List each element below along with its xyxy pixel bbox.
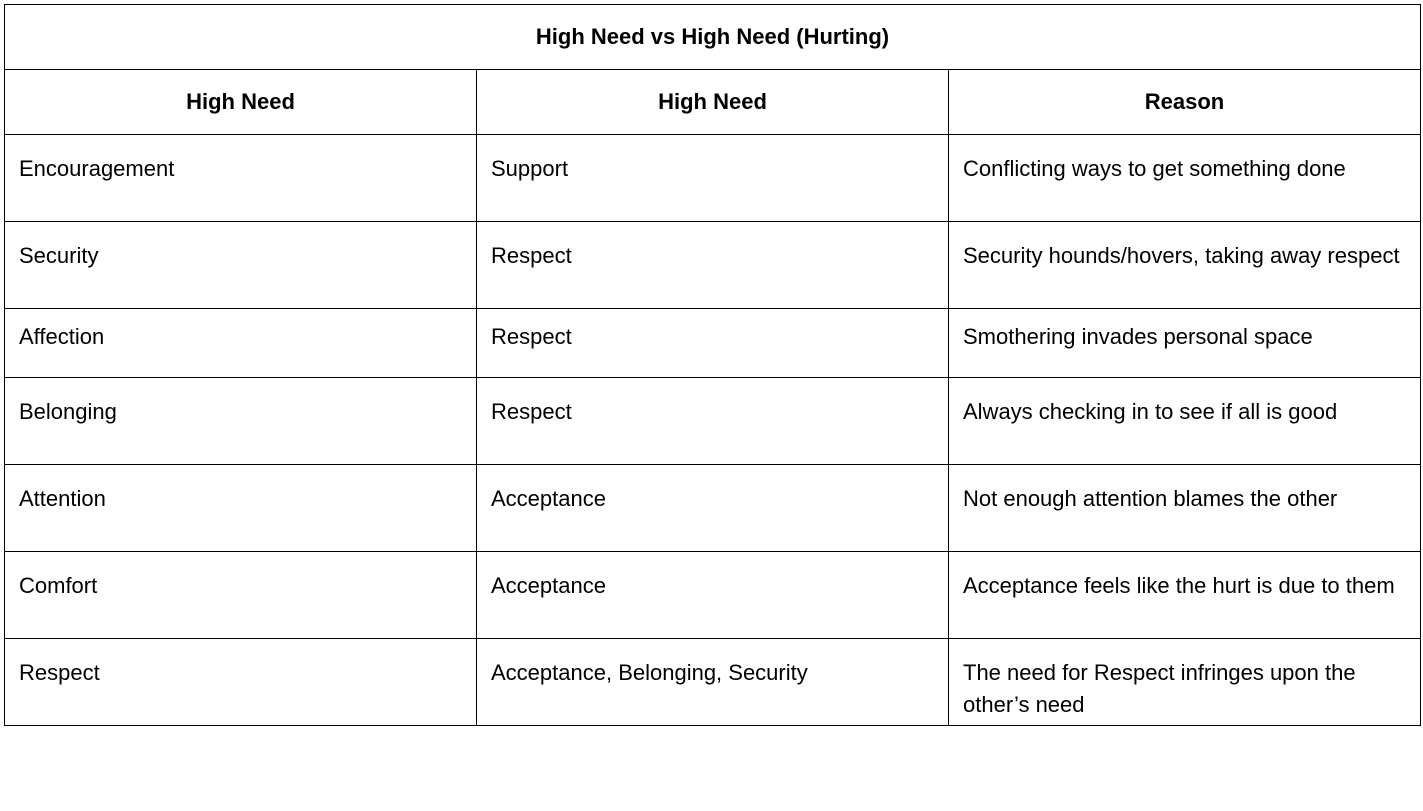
cell-need-b: Acceptance, Belonging, Security bbox=[477, 639, 949, 726]
cell-need-a: Comfort bbox=[5, 552, 477, 639]
table-header-row bbox=[5, 70, 1421, 135]
table-row bbox=[5, 378, 1421, 465]
cell-need-b: Respect bbox=[477, 378, 949, 465]
cell-reason: The need for Respect infringes upon the other’s need bbox=[949, 639, 1421, 726]
cell-reason: Not enough attention blames the other bbox=[949, 465, 1421, 552]
table-row bbox=[5, 552, 1421, 639]
table-row bbox=[5, 465, 1421, 552]
cell-need-b: Respect bbox=[477, 309, 949, 378]
column-header-high-need-2: High Need bbox=[477, 70, 949, 135]
cell-need-b: Support bbox=[477, 135, 949, 222]
cell-need-a: Affection bbox=[5, 309, 477, 378]
cell-reason: Always checking in to see if all is good bbox=[949, 378, 1421, 465]
table-row bbox=[5, 222, 1421, 309]
table-row bbox=[5, 309, 1421, 378]
column-header-reason: Reason bbox=[949, 70, 1421, 135]
table-title-row bbox=[5, 5, 1421, 70]
table-row bbox=[5, 135, 1421, 222]
cell-need-b: Respect bbox=[477, 222, 949, 309]
cell-reason: Acceptance feels like the hurt is due to them bbox=[949, 552, 1421, 639]
cell-need-b: Acceptance bbox=[477, 552, 949, 639]
cell-reason: Conflicting ways to get something done bbox=[949, 135, 1421, 222]
cell-need-a: Belonging bbox=[5, 378, 477, 465]
column-header-high-need-1: High Need bbox=[5, 70, 477, 135]
cell-reason: Smothering invades personal space bbox=[949, 309, 1421, 378]
needs-table-container bbox=[4, 4, 1421, 726]
cell-need-a: Encouragement bbox=[5, 135, 477, 222]
cell-reason: Security hounds/hovers, taking away respect bbox=[949, 222, 1421, 309]
cell-need-b: Acceptance bbox=[477, 465, 949, 552]
table-row bbox=[5, 639, 1421, 726]
cell-need-a: Respect bbox=[5, 639, 477, 726]
cell-need-a: Attention bbox=[5, 465, 477, 552]
needs-comparison-table bbox=[4, 4, 1421, 726]
table-title: High Need vs High Need (Hurting) bbox=[5, 5, 1421, 70]
cell-need-a: Security bbox=[5, 222, 477, 309]
